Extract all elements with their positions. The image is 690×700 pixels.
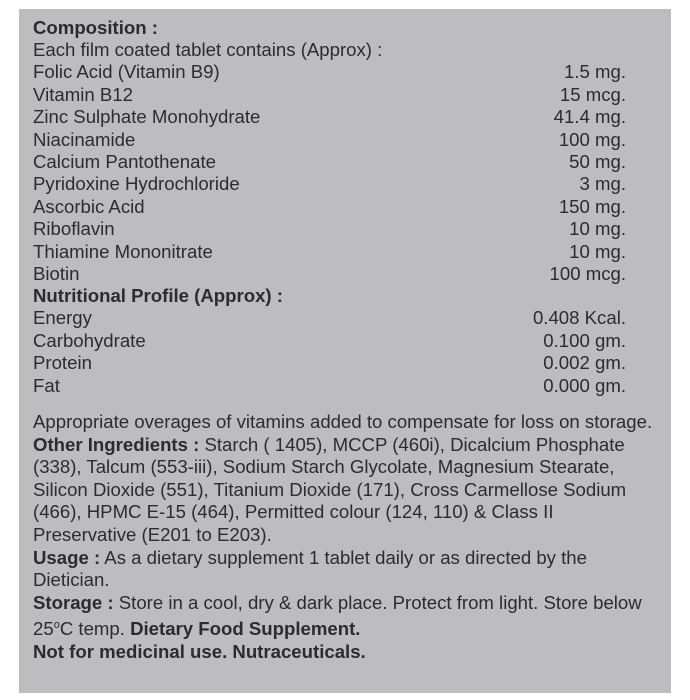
storage xyxy=(33,592,657,641)
composition-item-name: Ascorbic Acid xyxy=(33,195,145,217)
composition-item-amount: 1.5 mg. xyxy=(563,61,626,83)
composition-item-name: Calcium Pantothenate xyxy=(33,151,216,173)
section-gap xyxy=(33,397,657,411)
composition-item-row xyxy=(33,263,657,285)
composition-item-amount: 150 mg. xyxy=(558,195,626,217)
composition-item-name: Pyridoxine Hydrochloride xyxy=(33,173,240,195)
nutrition-item-row xyxy=(33,330,657,352)
composition-item-row xyxy=(33,61,657,83)
composition-item-row xyxy=(33,129,657,151)
nutrition-item-name: Protein xyxy=(33,352,92,374)
composition-item-name: Niacinamide xyxy=(33,128,136,150)
nutrition-item-row xyxy=(33,352,657,374)
composition-item-amount: 3 mg. xyxy=(579,173,626,195)
composition-item-row xyxy=(33,151,657,173)
composition-item-amount: 100 mg. xyxy=(558,128,626,150)
composition-item-amount: 100 mcg. xyxy=(549,263,626,285)
usage-text: As a dietary supplement 1 tablet daily or as directed by the Dietician. xyxy=(33,546,587,591)
composition-item-name: Vitamin B12 xyxy=(33,83,133,105)
composition-item-row xyxy=(33,196,657,218)
nutrition-item-name: Energy xyxy=(33,307,92,329)
nutrition-heading: Nutritional Profile (Approx) : xyxy=(33,285,283,307)
composition-item-row xyxy=(33,84,657,106)
composition-item-row xyxy=(33,241,657,263)
storage-label: Storage : xyxy=(33,591,114,613)
composition-item-name: Riboflavin xyxy=(33,218,115,240)
composition-item-amount: 10 mg. xyxy=(569,240,626,262)
dietary-supplement-note: Dietary Food Supplement. xyxy=(130,618,361,640)
composition-item-row xyxy=(33,173,657,195)
other-ingredients-label: Other Ingredients : xyxy=(33,433,200,455)
nutrition-item-name: Fat xyxy=(33,374,60,396)
degree-symbol: o xyxy=(53,619,60,632)
footer-note xyxy=(33,641,657,664)
nutrition-list xyxy=(33,307,657,397)
composition-item-name: Zinc Sulphate Monohydrate xyxy=(33,106,261,128)
composition-item-amount: 50 mg. xyxy=(569,151,626,173)
label-panel xyxy=(19,9,671,693)
composition-list xyxy=(33,61,657,285)
usage xyxy=(33,547,657,592)
usage-label: Usage : xyxy=(33,546,101,568)
composition-item-name: Thiamine Mononitrate xyxy=(33,240,213,262)
composition-item-amount: 41.4 mg. xyxy=(553,106,626,128)
composition-item-row xyxy=(33,106,657,128)
nutrition-item-name: Carbohydrate xyxy=(33,329,146,351)
footer-text: Not for medicinal use. Nutraceuticals. xyxy=(33,641,366,663)
nutrition-item-row xyxy=(33,375,657,397)
overages-note: Appropriate overages of vitamins added to compensate for loss on storage. xyxy=(33,411,653,433)
other-ingredients-text: Starch ( 1405), MCCP (460i), Dicalcium Phosphate (338), Talcum (553-iii), Sodium Starch Glycolate, Magnesium Stearate, Silicon Dioxide (551), Titanium Dioxide (171), Cross Carmellose Sodium (466), HPMC E-15 (464), Permitted colour (124, 110) & Class II Preservative (E201 to E203). xyxy=(33,433,627,546)
storage-text-after: C temp. xyxy=(59,618,131,640)
nutrition-item-amount: 0.000 gm. xyxy=(543,374,626,396)
composition-item-row xyxy=(33,218,657,240)
composition-item-amount: 10 mg. xyxy=(569,218,626,240)
composition-item-name: Biotin xyxy=(33,263,80,285)
composition-heading: Composition : xyxy=(33,17,158,38)
nutrition-item-amount: 0.002 gm. xyxy=(543,352,626,374)
composition-item-amount: 15 mcg. xyxy=(559,83,626,105)
nutrition-item-row xyxy=(33,307,657,329)
composition-item-name: Folic Acid (Vitamin B9) xyxy=(33,61,220,83)
nutrition-item-amount: 0.408 Kcal. xyxy=(532,307,626,329)
storage-text: Store in a cool, dry & dark place. Protect from light. Store below 25 xyxy=(33,591,642,640)
composition-intro: Each film coated tablet contains (Approx) : xyxy=(33,39,383,60)
other-ingredients xyxy=(33,434,657,547)
nutrition-item-amount: 0.100 gm. xyxy=(543,329,626,351)
